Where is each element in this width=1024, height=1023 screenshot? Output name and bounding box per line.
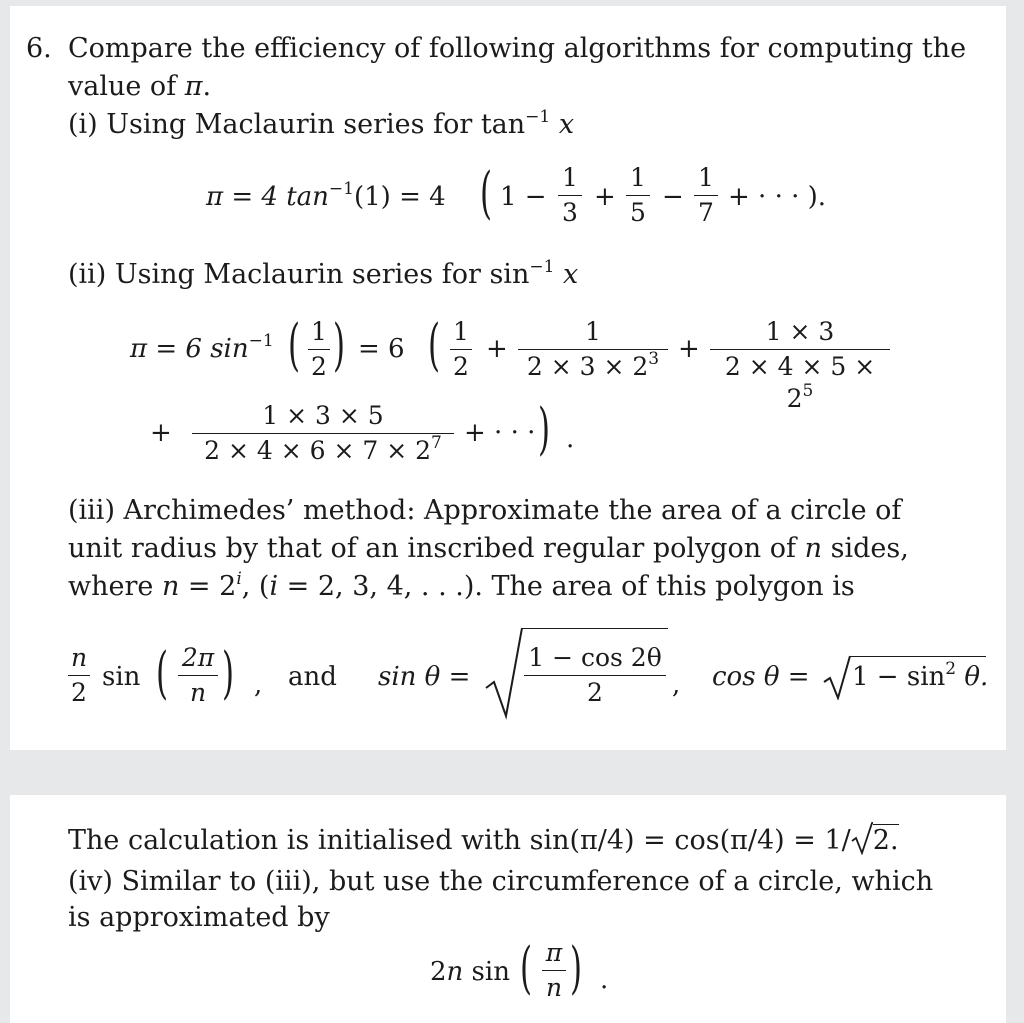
fraction-term2: 1 × 3 $2 \times 4 \times 5 \times 2^5$ — [710, 316, 890, 415]
fraction-1-3: 1 3 — [558, 162, 582, 229]
item-ii-label: (ii) Using Maclaurin series for $\sin^{-1} x$ — [68, 257, 579, 290]
item-iii-line2: unit radius by that of an inscribed regular polygon of n sides, — [68, 533, 909, 564]
fraction-half-2: 1 2 — [450, 316, 472, 383]
question-intro-line2: value of π. — [68, 71, 212, 102]
fraction-1-5: 1 5 — [626, 162, 650, 229]
sqrt-sign-icon — [484, 626, 524, 722]
fraction-term3: 1 × 3 × 5 $2 \times 4 \times 6 \times 7 \times 2^7$ — [192, 400, 454, 467]
item-iv-line1: (iv) Similar to (iii), but use the circumference of a circle, which — [68, 866, 934, 897]
question-card: 6. Compare the efficiency of following algorithms for computing the value of π. (i) Using Maclaurin series for $\tan^{-1} x$ π = 4 $\tan^{-1}(1) = 4$ ( 1 − 1 3 + 1 5 − 1 7 + · · · ). (ii) Using Maclaurin series for $\sin^{-1} x$ π = 6 $\sin^{-1}$ ( 1 2 ) = 6 ( 1 2 + 1 $2 \times 3 \times 2^3$ + 1 × 3 $2 \times 4 \times 5 \times 2^5$ + 1 × 3 × 5 $2 \times 4 \times 6 \times 7 \times 2^7$ + · · · ) . (iii) Archimedes’ method: Approximate the area of a circle of unit radius by that of an inscribed regular polygon of n sides, where $n = 2^i$, (i = 2, 3, 4, . . .). The area of this polygon is n 2 sin ( 2π n ) , and sin θ = 1 − cos 2θ 2 , cos θ = $1 - \sin^2 \theta$. — [10, 6, 1006, 750]
fraction-pi-over-n: π n — [542, 937, 566, 1004]
fraction-half: 1 2 — [308, 316, 330, 383]
item-iv-line2: is approximated by — [68, 902, 330, 933]
question-intro-line1: Compare the efficiency of following algorithms for computing the — [68, 33, 967, 64]
item-iii-line3: where $n = 2^i$, (i = 2, 3, 4, . . .). The area of this polygon is — [68, 569, 855, 602]
fraction-term1: 1 $2 \times 3 \times 2^3$ — [518, 316, 668, 383]
fraction-2pi-over-n: 2π n — [178, 642, 218, 709]
fraction-1-minus-cos: 1 − cos 2θ 2 — [524, 642, 666, 709]
initialisation-line: The calculation is initialised with sin(π/4) = cos(π/4) = 1/ 2. — [68, 821, 899, 858]
item-iii-line1: (iii) Archimedes’ method: Approximate the area of a circle of — [68, 495, 902, 526]
question-number: 6. — [26, 33, 52, 64]
sqrt-sign-small-icon — [822, 654, 852, 700]
continuation-card: The calculation is initialised with sin(π/4) = cos(π/4) = 1/ 2. (iv) Similar to (iii), but use the circumference of a circle, which is approximated by 2n sin ( π n ) . — [10, 795, 1006, 1023]
item-i-label: (i) Using Maclaurin series for $\tan^{-1} x$ — [68, 107, 575, 140]
fraction-n-over-2: n 2 — [68, 642, 90, 709]
sqrt-sign-inline-icon — [851, 821, 873, 855]
fraction-1-7: 1 7 — [694, 162, 718, 229]
